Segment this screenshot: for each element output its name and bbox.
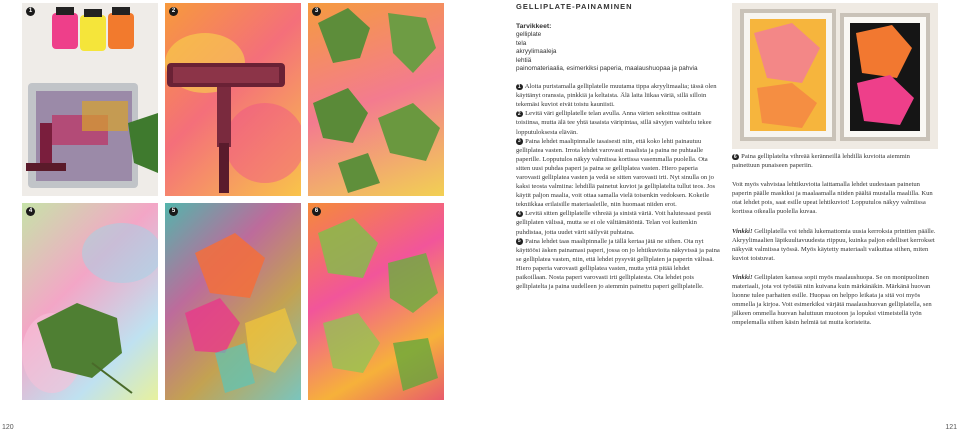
finished-cards-photo (732, 3, 938, 149)
page-number-right: 121 (945, 424, 957, 431)
photo-step-2 (165, 3, 301, 196)
supplies-list (516, 31, 720, 74)
supply-item: painomateriaalia, esimerkiksi paperia, maalaushuopaa ja pahvia (516, 65, 698, 73)
cards-illustration (732, 3, 938, 149)
photo-step-1 (22, 3, 158, 196)
photo-step-3 (308, 3, 444, 196)
supply-item: tela (516, 39, 527, 47)
step-number: 6 (733, 153, 737, 160)
supply-item: gelliplate (516, 31, 542, 39)
photo-step-6 (308, 203, 444, 400)
photo-step-4 (22, 203, 158, 400)
cards-paragraph: Voit myös vahvistaa lehtikuvioita laittamalla lehdet uudestaan painetun paperin päälle maskiksi ja maalaamalla niiden päältä mustalla maalilla. Kun otat lehdet pois, saat esille upeat lehtikuviot! Lopputulos näkyy valmiissa kortissa oikealla puolella kuvaa. (732, 181, 933, 216)
step-text: Levitä sitten gelliplatelle vihreää ja sinistä väriä. Voit halutessasi pestä gelliplaten välissä, mutta se ei ole välttämätöntä. Telan voi kuitenkin puhdistaa, jotta uudet värit säilyvät puhtaina. (516, 210, 711, 236)
tip-text: Gelliplaten kanssa sopii myös maalaushuopa. Se on monipuolinen materiaali, jota voi työstää niin kuivana kuin märkänäkin. Märkänä huovan luonne tulee parhaiten esille. Huopaa on helppo leikata ja sitä voi myös ommella ja kirjoa. Voit esimerkiksi värjätä maalaushuovan gelliplatella, sen jälkeen ommella huovan haluttuun muotoon ja lopuksi viimeistellä työn ompelemalla siihen käsin helmiä tai muita koristeita. (732, 273, 932, 327)
step-number: 5 (517, 238, 521, 245)
tip-1 (732, 227, 938, 263)
photo-number-badge: 2 (169, 7, 178, 16)
step-1 (516, 82, 720, 109)
step-4 (516, 209, 720, 236)
step-text: Paina lehdet taas maalipinnalle ja tällä kertaa jätä ne siihen. Ota nyt käyttöösi äsken painamasi paperi, jossa on jo lehtikuvioita näkyvissä ja paina se gelliplatea vasten, niin, että lehdet pysyvät gelliplaten ja paperin välissä. Hiero paperia varovasti gelliplatea vasten, mutta yritä pitää lehdet paikoillaan. Nosta paperi varovasti irti gelliplatesta. Ota lehdet pois gelliplatelta ja paina uudelleen jo aiemmin painettu paperi gelliplatelle. (516, 237, 720, 291)
photo-number-badge: 6 (312, 207, 321, 216)
step-2 (516, 109, 720, 136)
leaves-illustration (308, 3, 444, 196)
step-text: Aloita puristamalla gelliplatelle muutama tippa akryylimaalia; tässä olen käyttänyt oranssia, pinkkiä ja keltaista. Älä laita liikaa väriä, sillä silloin tekemäsi kuviot eivät toistu kauniisti. (516, 83, 717, 109)
supply-item: akryylimaaleja (516, 48, 557, 56)
tip-label: Vinkki! (732, 273, 753, 281)
orange-green-print-illustration (308, 203, 444, 400)
multicolor-print-illustration (165, 203, 301, 400)
supplies-heading: Tarvikkeet: (516, 23, 552, 30)
photo-number-badge: 5 (169, 207, 178, 216)
photo-step-5 (165, 203, 301, 400)
step-text: Paina lehdet maalipinnalle tasaisesti niin, että koko lehti painautuu gelliplatea vasten. Irrota lehdet varovasti maalista ja paina ne puhtaalle paperille. Lopputulos näkyy valmiissa kortissa vasemmalla puolella. Ota sitten uusi puhdas paperi ja paina se gelliplatea vasten. Hiero paperia varovasti gelliplatea vasten ja vedä se sitten varovasti irti. Nyt sinulla on jo kaksi teosta valmiina: lehdillä painetut kuviot ja gelliplatelta tullut teos. Jos käytit paljon maalia, voit ottaa samalla vielä toisenkin vedoksen. Kokeile tekniikkaa erilaisille materiaaleille, niin huomaat niiden erot. (516, 137, 716, 209)
right-text-column (732, 152, 938, 328)
step-text: Levitä väri gelliplatelle telan avulla. Anna värien sekoittua osittain toisiinsa, mutta älä tee yhtä tasaista väripintaa, sillä sävyjen vaihtelu tekee lopputuloksesta elävän. (516, 110, 712, 136)
tip-label: Vinkki! (732, 227, 753, 235)
paint-bottles-illustration (22, 3, 158, 196)
step-5 (516, 237, 720, 292)
page-title: GELLIPLATE-PAINAMINEN (516, 2, 633, 11)
roller-illustration (165, 3, 301, 196)
tip-text: Gelliplatella voi tehdä lukemattomia uusia kerroksia printtien päälle. Akryylimaalien läpikuultavuudesta riippuu, kuinka paljon edelliset kerrokset näkyvät valmiissa työssä. Myös käytetty materiaali vaikuttaa siihen, miten kuviot toistuvat. (732, 227, 936, 262)
photo-number-badge: 1 (26, 7, 35, 16)
photo-number-badge: 4 (26, 207, 35, 216)
step-number: 4 (517, 210, 521, 217)
leaf-print-illustration (22, 203, 158, 400)
page-number-left: 120 (2, 424, 14, 431)
tip-2 (732, 273, 938, 328)
step-6 (732, 152, 938, 170)
step-3 (516, 137, 720, 210)
step-number: 2 (517, 110, 521, 117)
supply-item: lehtiä (516, 56, 532, 64)
instructions-column (516, 22, 720, 291)
step-number: 1 (517, 83, 521, 90)
photo-number-badge: 3 (312, 7, 321, 16)
step-number: 3 (517, 138, 521, 145)
step-text: Paina gelliplatelta vihreää keränneillä lehdillä kuvioita aiemmin painettuun punaiseen paperiin. (732, 153, 910, 170)
